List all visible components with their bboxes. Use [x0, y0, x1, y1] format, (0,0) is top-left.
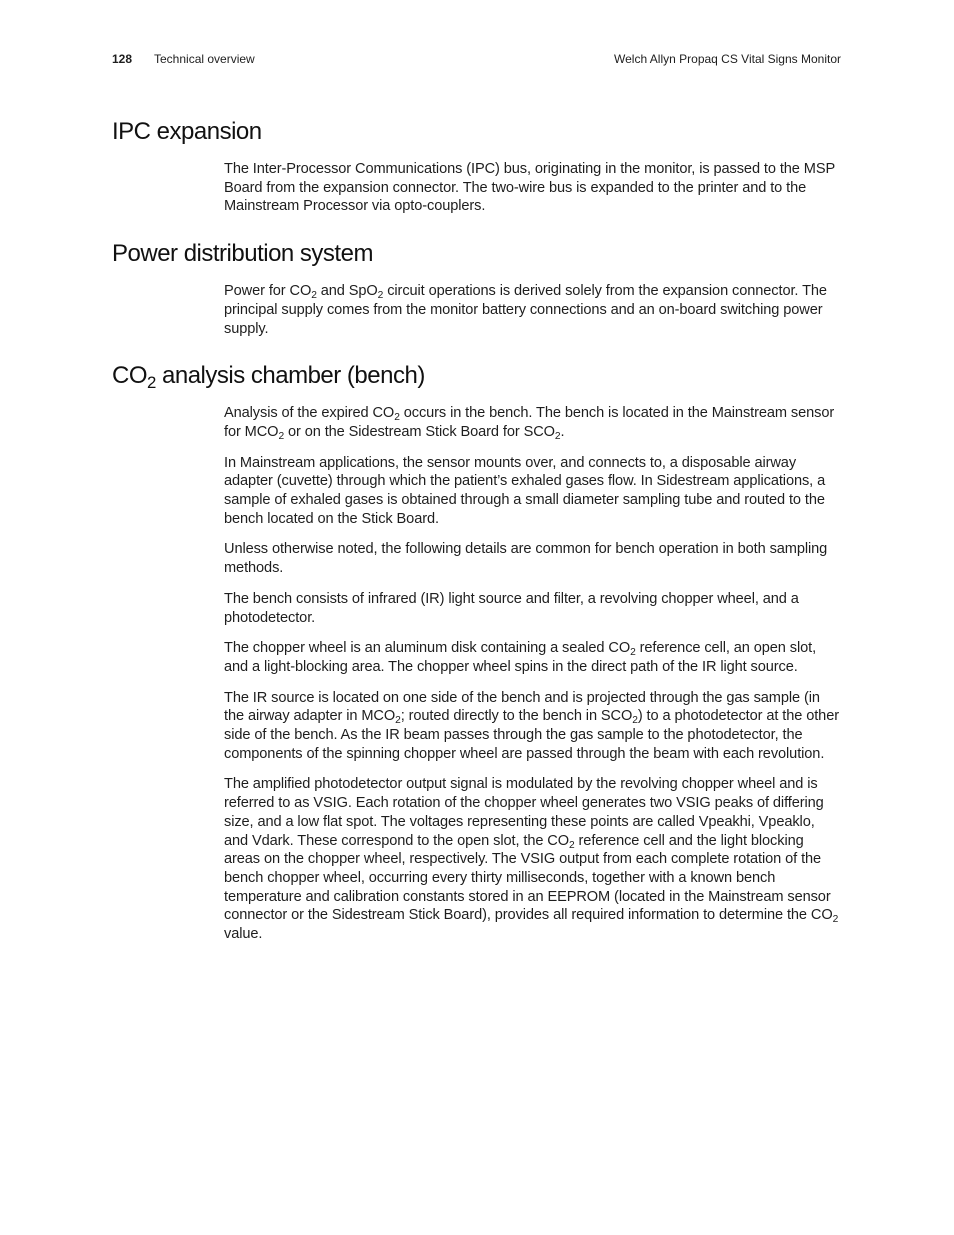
running-header — [112, 52, 841, 70]
running-header-document-title: Welch Allyn Propaq CS Vital Signs Monitor — [614, 52, 841, 66]
section-body — [224, 404, 841, 944]
paragraph: The Inter-Processor Communications (IPC) bus, originating in the monitor, is passed to the MSP Board from the expansion connector. The two-wire bus is expanded to the printer and to the Mainstream Processor via opto-couplers. — [224, 161, 835, 215]
paragraph: The bench consists of infrared (IR) light source and filter, a revolving chopper wheel, and a photodetector. — [224, 590, 799, 626]
paragraph: The IR source is located on one side of the bench and is projected through the gas sample (in the airway adapter in $MCO_2$; routed directly to the bench in $SCO_2$) to a photodetector at the other side of the bench. As the IR beam passes through the gas sample to the photodetector, the components of the spinning chopper wheel are passed through the beam with each revolution. — [224, 689, 839, 762]
running-header-section: Technical overview — [154, 52, 255, 66]
paragraph: Power for $CO_2$ and SpO$_2$ circuit operations is derived solely from the expansion connector. The principal supply comes from the monitor battery connections and an on-board switching power supply. — [224, 283, 827, 337]
section-ipc-expansion — [112, 116, 841, 216]
paragraph: Unless otherwise noted, the following details are common for bench operation in both sampling methods. — [224, 541, 828, 577]
paragraph: In Mainstream applications, the sensor mounts over, and connects to, a disposable airway adapter (cuvette) through which the patient’s exhaled gases flow. In Sidestream applications, a sample of exhaled gases is obtained through a small diameter sampling tube and routed to the bench located on the Stick Board. — [224, 454, 826, 527]
section-body — [224, 282, 841, 338]
paragraph: The chopper wheel is an aluminum disk containing a sealed $CO_2$ reference cell, an open slot, and a light-blocking area. The chopper wheel spins in the direct path of the IR light source. — [224, 640, 817, 675]
section-power-distribution — [112, 238, 841, 338]
section-heading: IPC expansion — [112, 118, 262, 145]
page-content — [112, 116, 841, 966]
section-body — [224, 160, 841, 216]
section-heading: Power distribution system — [112, 240, 373, 268]
section-heading: $CO_2$ analysis chamber (bench) — [112, 362, 425, 393]
paragraph: The amplified photodetector output signal is modulated by the revolving chopper wheel and is referred to as VSIG. Each rotation of the chopper wheel generates two VSIG peaks of differing size, and a low flat spot. The voltages representing these points are called Vpeakhi, Vpeaklo, and Vdark. These correspond to the open slot, the $CO_2$ reference cell and the light blocking areas on the chopper wheel, respectively. The VSIG output from each complete rotation of the bench chopper wheel, occurring every thirty milliseconds, together with a known bench temperature and calibration constants stored in an EEPROM (located in the Mainstream sensor connector or the Sidestream Stick Board), provides all required information to determine the $CO_2$ value. — [224, 776, 839, 943]
paragraph: Analysis of the expired $CO_2$ occurs in the bench. The bench is located in the Mainstream sensor for $MCO_2$ or on the Sidestream Stick Board for $SCO_2$. — [224, 405, 835, 442]
page-number: 128 — [112, 52, 133, 66]
section-co2-analysis-chamber — [112, 360, 841, 944]
